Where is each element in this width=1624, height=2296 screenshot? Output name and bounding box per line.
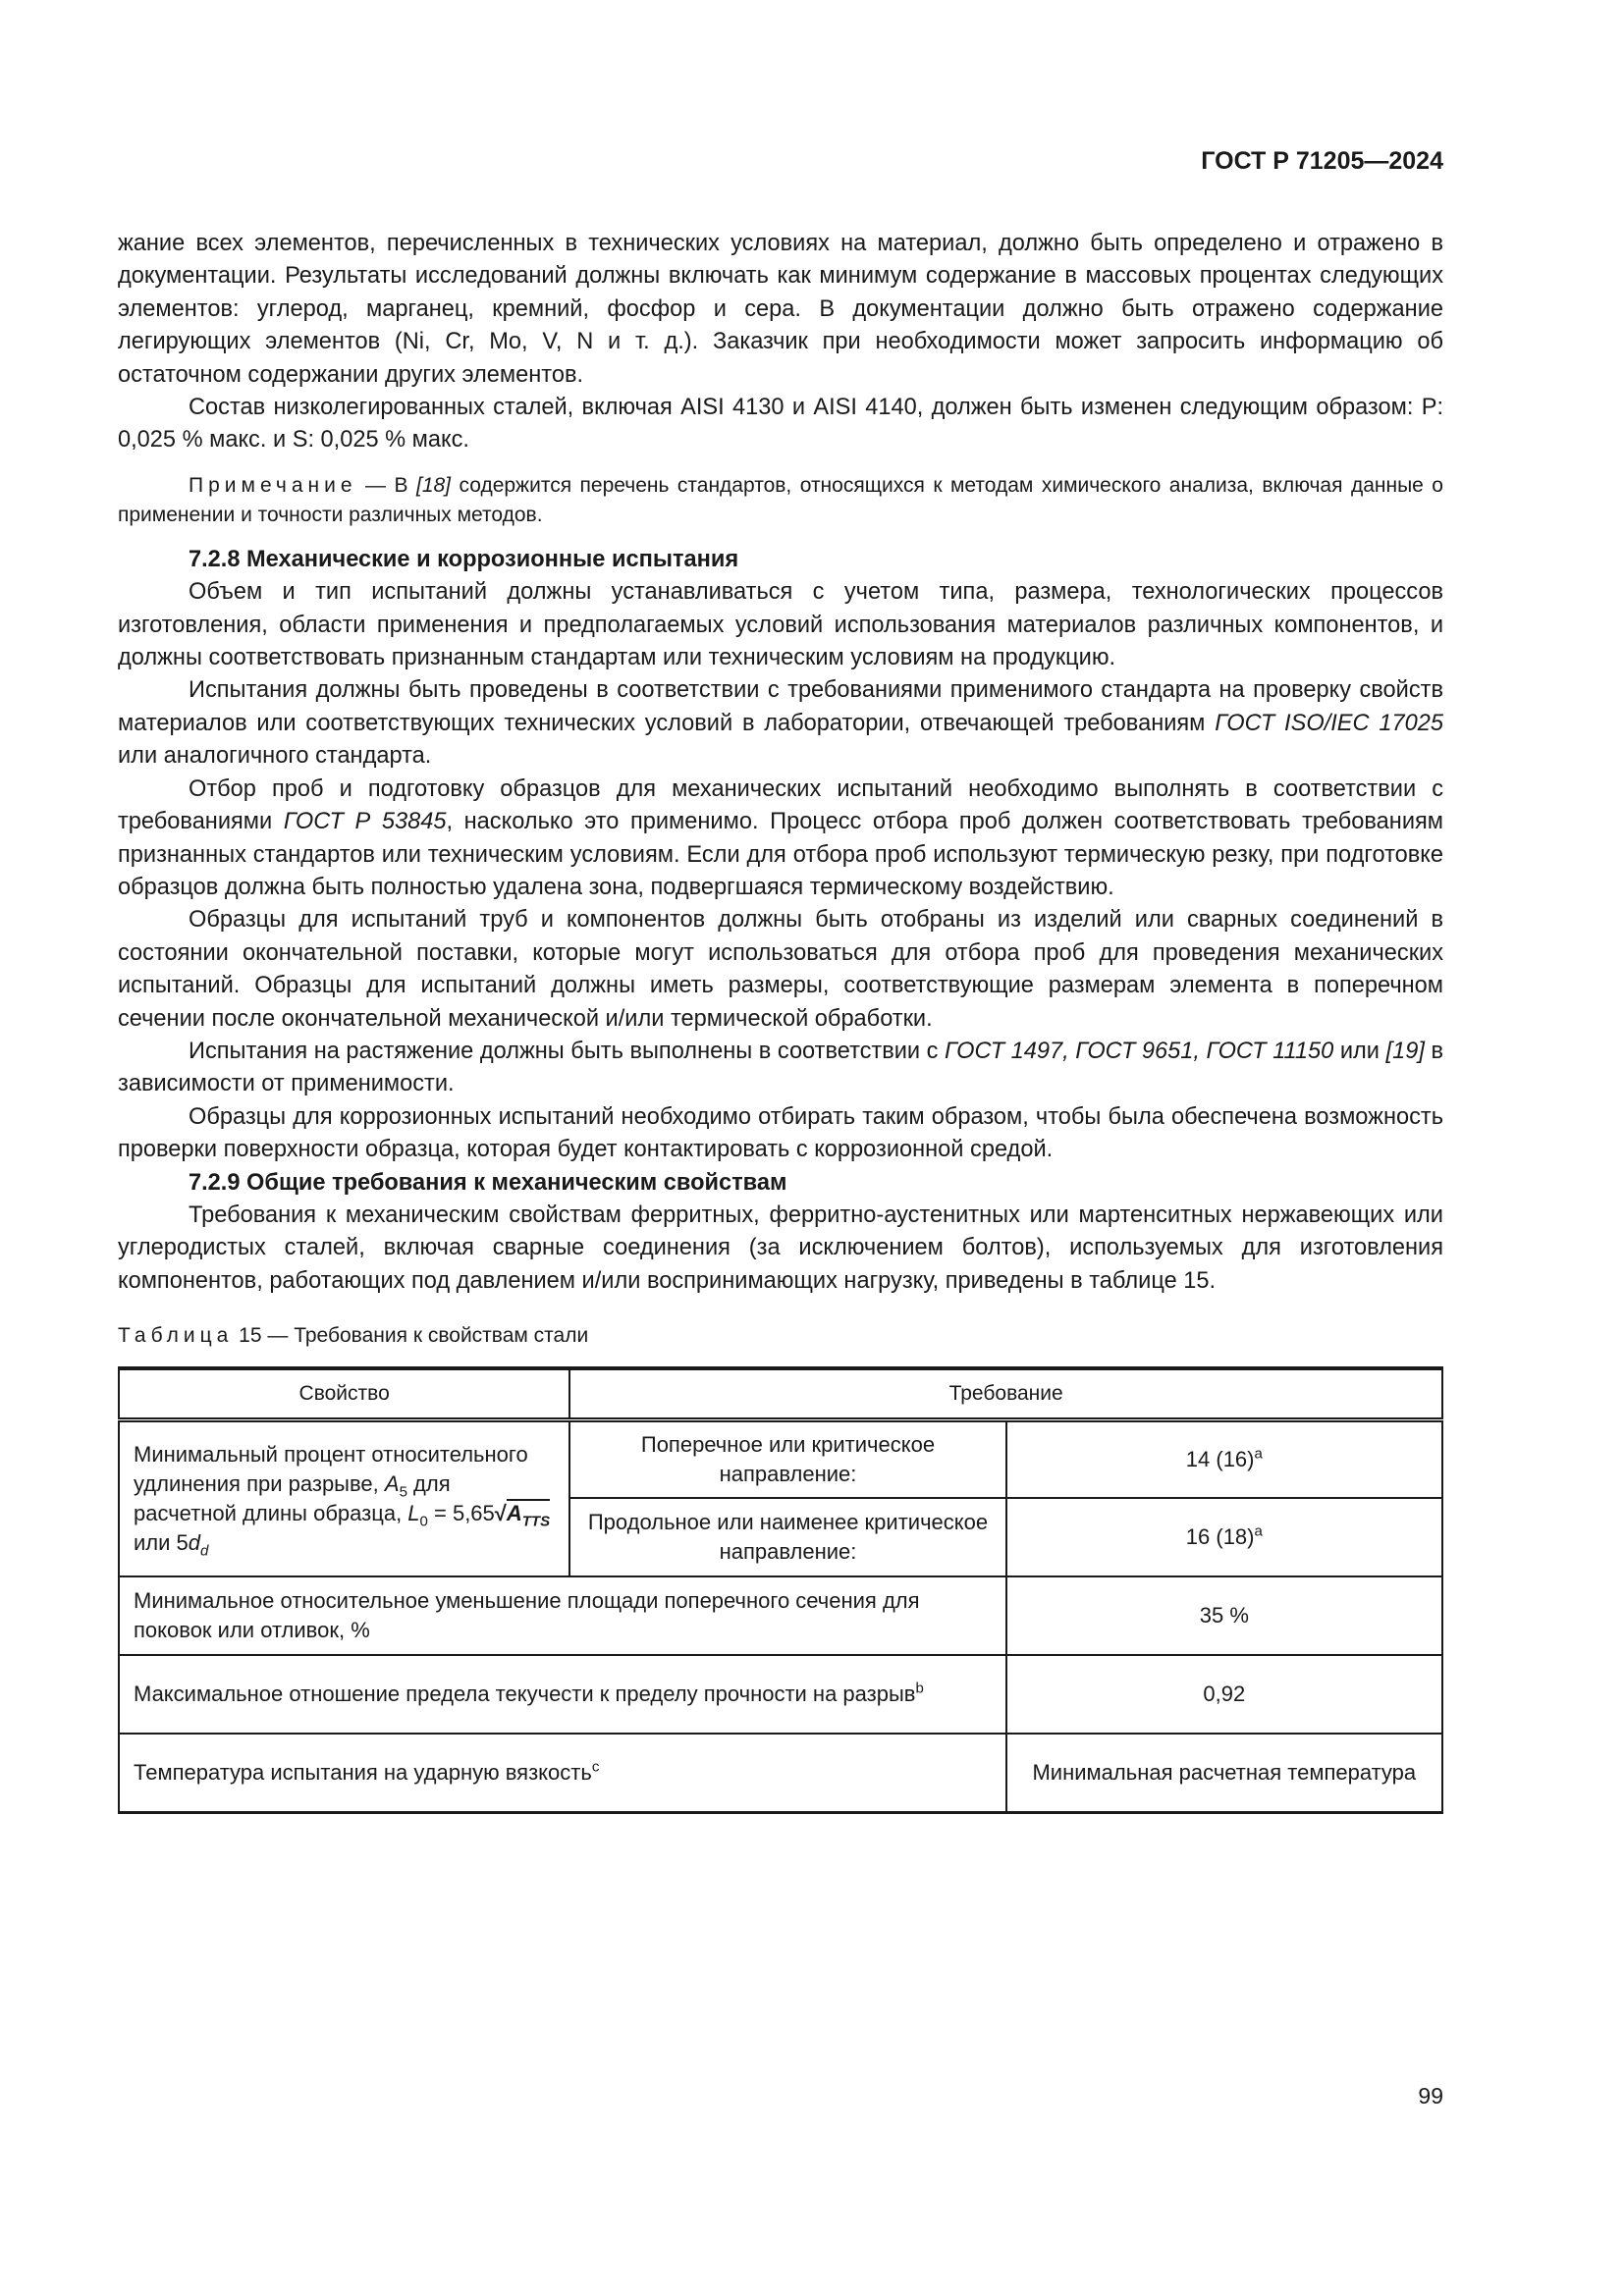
note-text: содержится перечень стандартов, относящихся к методам химического анализа, включая данные о применении и точности различных методов. (118, 473, 1443, 526)
table-row (119, 1419, 1442, 1498)
paragraph-text: или (1333, 1038, 1386, 1064)
header-requirement: Требование (569, 1368, 1442, 1420)
paragraph-text: жание всех элементов, перечисленных в технических условиях на материал, должно быть определено и отражено в документации. Результаты исследований должны включать как минимум содержание в массовых процентах следующих элементов: углерод, марганец, кремний, фосфор и сера. В документации должно быть отражено содержание легирующих элементов (Ni, Cr, Mo, V, N и т. д.). Заказчик при необходимости может запросить информацию об остаточном содержании других элементов. (118, 231, 1443, 388)
table-caption-text: 15 — Требования к свойствам стали (233, 1324, 589, 1348)
paragraph-text: в зависимости от применимости. (118, 1038, 1443, 1097)
value-transverse: 14 $(16)^a$ (1006, 1419, 1442, 1498)
table-row (119, 1734, 1442, 1812)
table-row (119, 1576, 1442, 1655)
paragraph (118, 576, 1443, 674)
section-728-heading: 7.2.8 Механические и коррозионные испытания (189, 546, 739, 572)
section-728-body (118, 576, 1443, 1166)
yield-ratio-property: Максимальное отношение предела текучести к пределу прочности на разрыв$^b$ (119, 1655, 1006, 1734)
paragraph (118, 1036, 1443, 1101)
intro-paragraphs (118, 228, 1443, 457)
paragraph (118, 1101, 1443, 1167)
elongation-property: Минимальный процент относительного удлинения при разрыве, $A_5$ для расчетной длины образца, $L_0 = 5,65√A_{TTS}$ или $5d_d$ (119, 1419, 569, 1576)
paragraph-text: Испытания должны быть проведены в соответствии с требованиями применимого стандарта на проверку свойств материалов или соответствующих технических условий в лаборатории, отвечающей требованиям (118, 677, 1443, 736)
reference: [19] (1385, 1038, 1425, 1064)
note (118, 471, 1443, 530)
paragraph-text: Требования к механическим свойствам ферритных, ферритно-аустенитных или мартенситных нержавеющих или углеродистых сталей, включая сварные соединения (за исключением болтов), используемых для изготовления компонентов, работающих под давлением и/или воспринимающих нагрузку, приведены в таблице 15. (118, 1201, 1443, 1294)
steel-properties-table (118, 1366, 1443, 1814)
reference: ГОСТ ISO/IEC 17025 (1215, 710, 1443, 736)
paragraph (118, 774, 1443, 905)
table-caption (118, 1319, 1443, 1352)
paragraph (118, 228, 1443, 392)
section-729-body (118, 1200, 1443, 1298)
page-content (118, 228, 1443, 1814)
impact-temp-property: Температура испытания на ударную вязкость$^c$ (119, 1734, 1006, 1812)
paragraph (118, 674, 1443, 773)
direction-longitudinal: Продольное или наименее критическое направление: (569, 1498, 1005, 1576)
note-label: Примечание (189, 473, 357, 497)
area-reduction-value: 35 % (1006, 1576, 1442, 1655)
reference: ГОСТ Р 53845 (283, 809, 447, 835)
table-header-row (119, 1368, 1442, 1420)
paragraph (118, 1200, 1443, 1298)
paragraph (118, 392, 1443, 457)
paragraph-text: Испытания на растяжение должны быть выполнены в соответствии с (189, 1038, 946, 1064)
value-longitudinal: 16 $(18)^a$ (1006, 1498, 1442, 1576)
paragraph-text: Отбор проб и подготовку образцов для механических испытаний необходимо выполнять в соответствии с требованиями (118, 775, 1443, 835)
impact-temp-value: Минимальная расчетная температура (1006, 1734, 1442, 1812)
section-729-heading: 7.2.9 Общие требования к механическим свойствам (189, 1169, 787, 1196)
page-number: 99 (1418, 2083, 1443, 2109)
paragraph-text: , насколько это применимо. Процесс отбора проб должен соответствовать требованиям признанных стандартов или техническим условиям. Если для отбора проб используют термическую резку, при подготовке образцов должна быть полностью удалена зона, подвергшаяся термическому воздействию. (118, 809, 1443, 900)
area-reduction-property: Минимальное относительное уменьшение площади поперечного сечения для поковок или отливок, % (119, 1576, 1006, 1655)
paragraph-text: Образцы для коррозионных испытаний необходимо отбирать таким образом, чтобы была обеспечена возможность проверки поверхности образца, которая будет контактировать с коррозионной средой. (118, 1103, 1443, 1163)
note-ref: [18] (415, 473, 452, 497)
paragraph-text: или аналогичного стандарта. (118, 743, 432, 770)
yield-ratio-value: 0,92 (1006, 1655, 1442, 1734)
paragraph (118, 904, 1443, 1036)
table-caption-label: Таблица (118, 1324, 234, 1348)
paragraph-text: Объем и тип испытаний должны устанавливаться с учетом типа, размера, технологических процессов изготовления, области применения и предполагаемых условий использования материалов различных компонентов, и должны соответствовать признанным стандартам или техническим условиям на продукцию. (118, 579, 1443, 671)
reference: ГОСТ 1497, ГОСТ 9651, ГОСТ 11150 (945, 1038, 1334, 1064)
table-row (119, 1655, 1442, 1734)
note-dash: — В (356, 473, 416, 497)
header-property: Свойство (119, 1368, 569, 1420)
paragraph-text: Состав низколегированных сталей, включая AISI 4130 и AISI 4140, должен быть изменен следующим образом: P: 0,025 % макс. и S: 0,025 % макс. (118, 395, 1443, 454)
paragraph-text: Образцы для испытаний труб и компонентов должны быть отобраны из изделий или сварных соединений в состоянии окончательной поставки, которые могут использоваться для отбора проб для проведения механических испытаний. Образцы для испытаний должны иметь размеры, соответствующие размерам элемента в поперечном сечении после окончательной механической и/или термической обработки. (118, 907, 1443, 1032)
document-id: ГОСТ Р 71205—2024 (1201, 147, 1443, 175)
direction-transverse: Поперечное или критическое направление: (569, 1419, 1005, 1498)
